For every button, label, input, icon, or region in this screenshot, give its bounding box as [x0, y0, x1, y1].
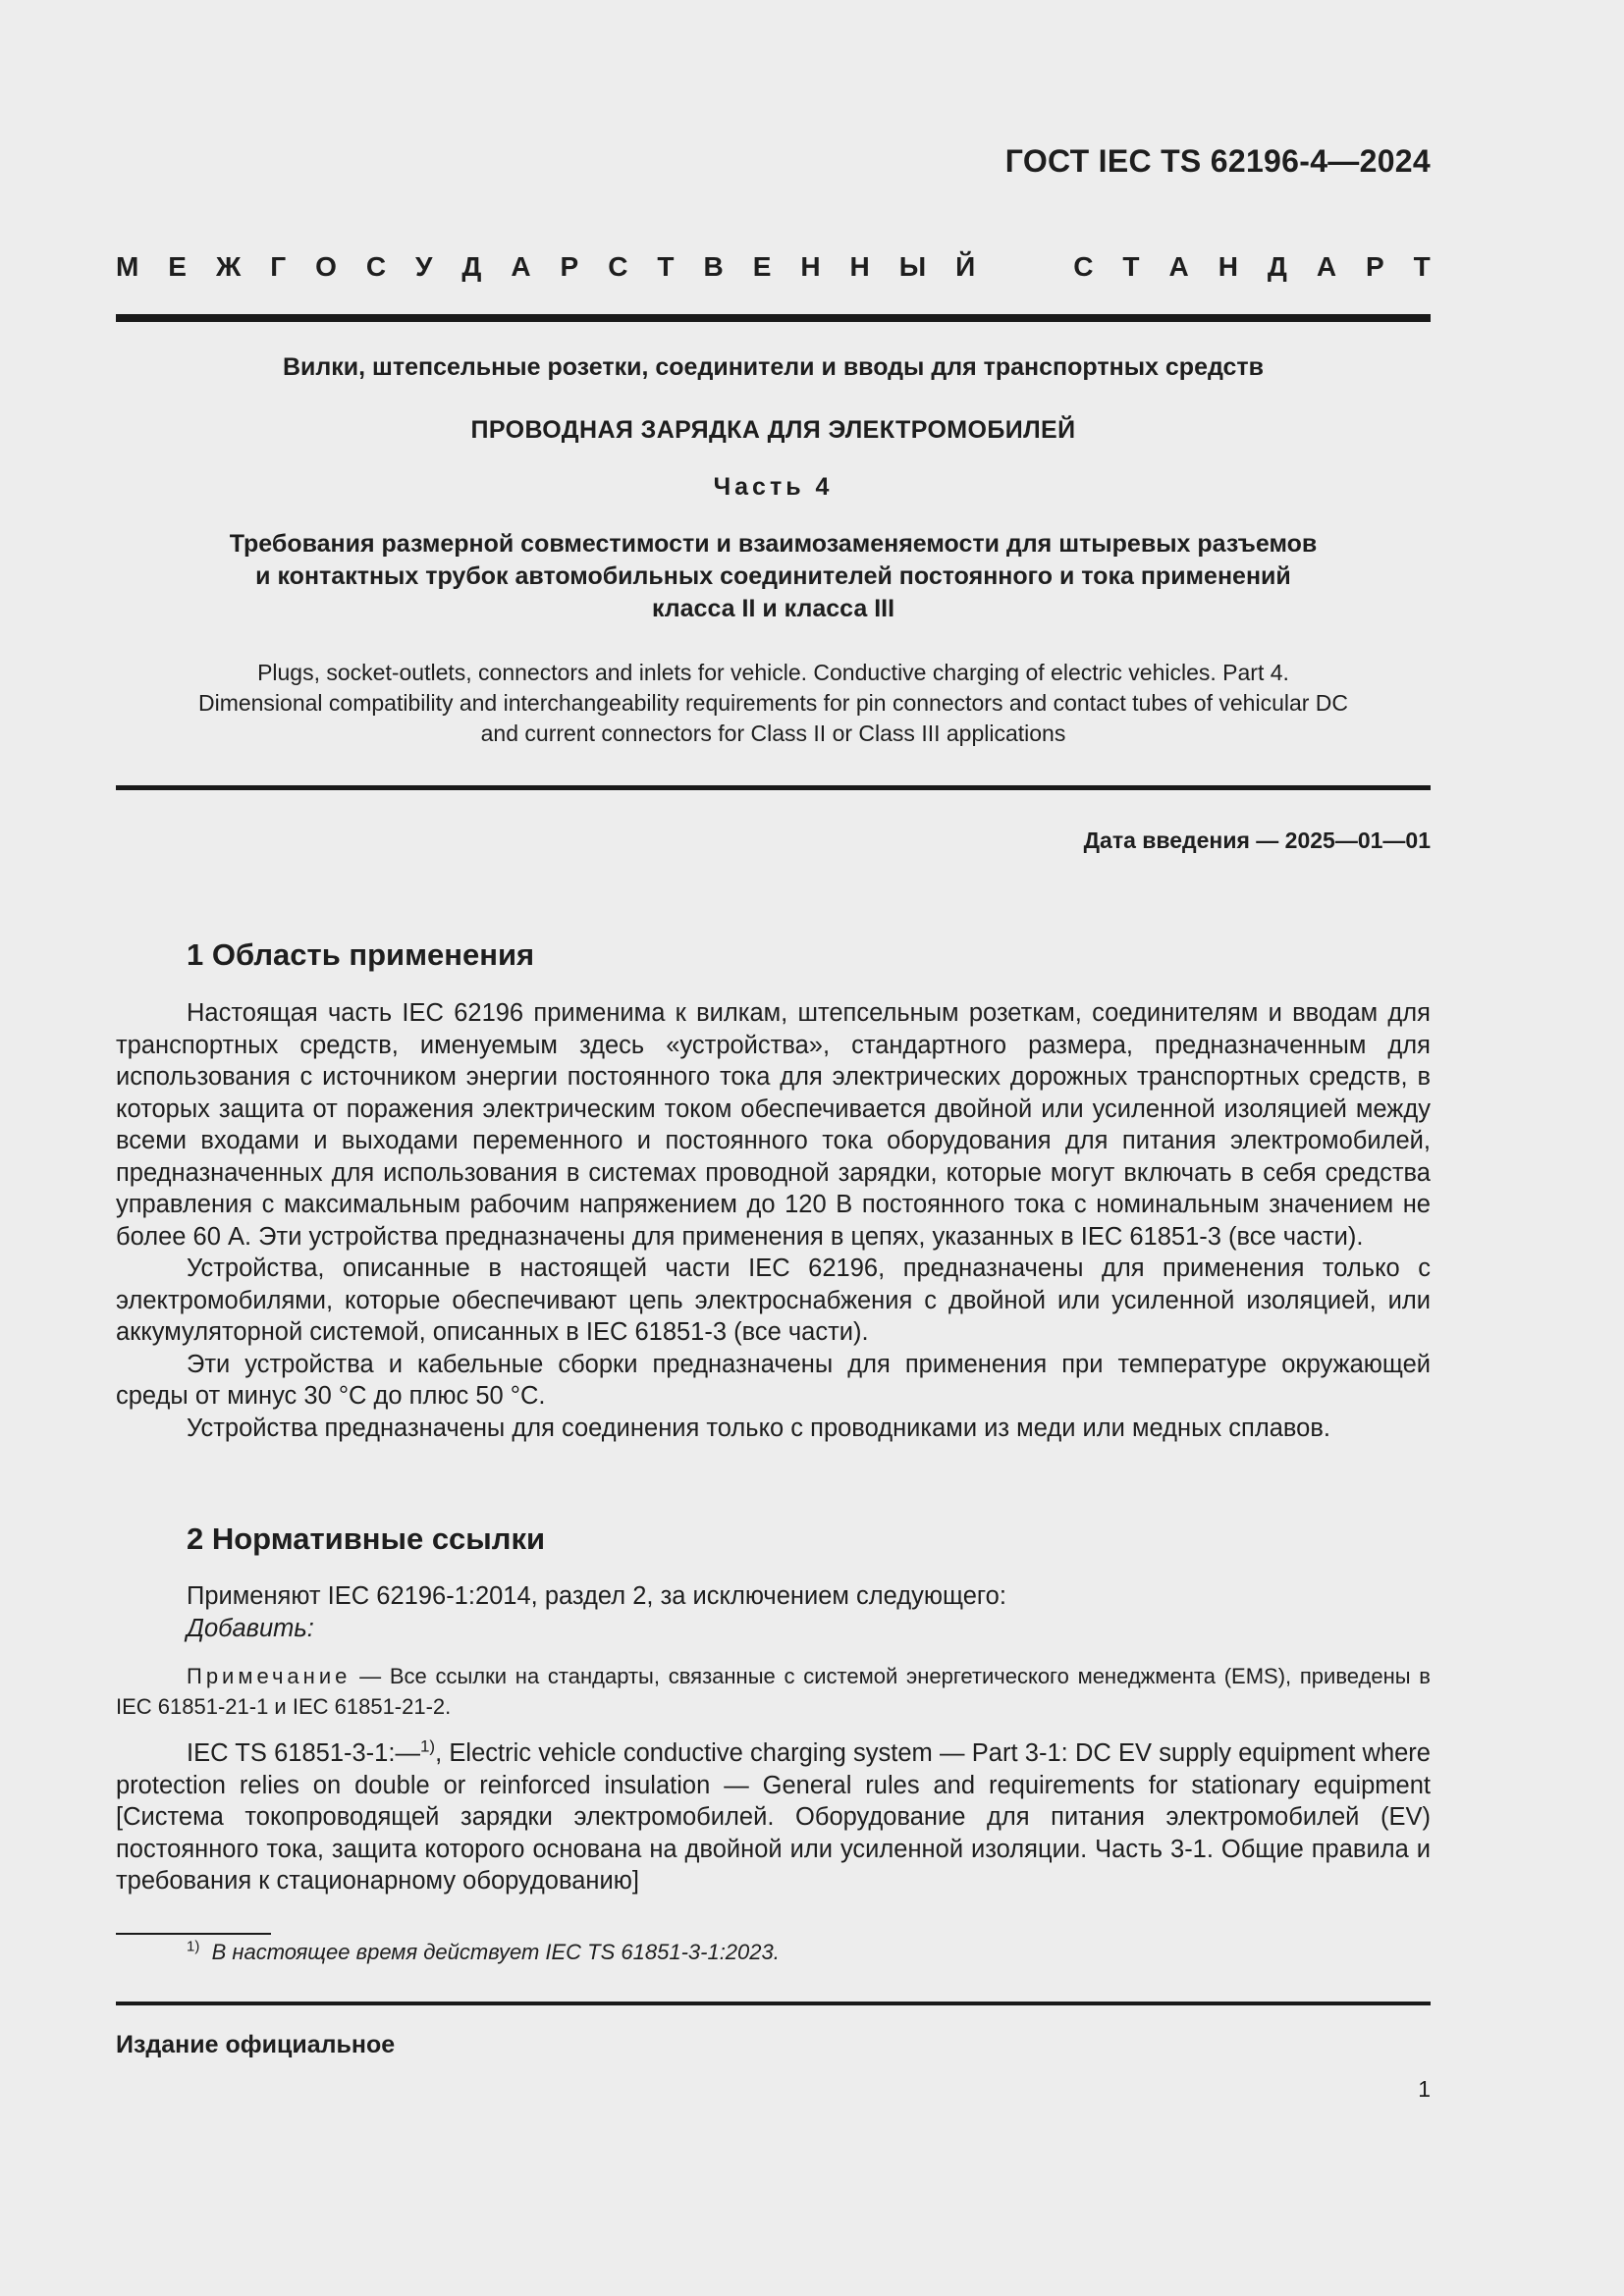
heading-letter: С — [1073, 251, 1094, 282]
heading-letter: А — [1316, 251, 1337, 282]
footnote-rule — [116, 1933, 271, 1935]
section1-body — [116, 997, 1431, 1444]
heading-letter: С — [608, 251, 628, 282]
section2-intro — [116, 1580, 1431, 1644]
footnote-mark: 1) — [187, 1938, 200, 1955]
section1-paragraph: Устройства предназначены для соединения только с проводниками из меди или медных сплавов. — [187, 1414, 1330, 1442]
reference-text: , Electric vehicle conductive charging system — Part 3-1: DC EV supply equipment where protection relies on double or reinforced insulation — General rules and requirements for stationary equipment [Система токопроводящей зарядки электромобилей. Оборудование для питания электромобилей (EV) постоянного тока, защита которого основана на двойной или усиленной изоляции. Часть 3-1. Общие правила и требования к стационарному оборудованию] — [116, 1739, 1431, 1895]
section1-paragraph: Устройства, описанные в настоящей части IEC 62196, предназначены для применения только с электромобилями, которые обеспечивают цепь электроснабжения с двойной или усиленной изоляцией, или аккумуляторной системой, описанных в IEC 61851-3 (все части). — [116, 1255, 1431, 1346]
footnote — [187, 1940, 780, 1965]
english-title-line: Dimensional compatibility and interchangeability requirements for pin connectors and contact tubes of vehicular DC — [197, 690, 1349, 716]
title-line2: ПРОВОДНАЯ ЗАРЯДКА ДЛЯ ЭЛЕКТРОМОБИЛЕЙ — [470, 416, 1076, 444]
document-id: ГОСТ IEC TS 62196-4—2024 — [1004, 143, 1431, 179]
heading-letter: Й — [955, 251, 976, 282]
heading-letter: Е — [752, 251, 772, 282]
part-label: Часть 4 — [713, 473, 834, 501]
top-rule — [116, 314, 1431, 322]
heading-letter: М — [116, 251, 139, 282]
subtitle-line: класса II и класса III — [651, 595, 895, 622]
english-title-line: and current connectors for Class II or Class III applications — [480, 721, 1066, 746]
page-number: 1 — [1418, 2076, 1431, 2102]
heading-letter: А — [511, 251, 531, 282]
note — [116, 1661, 1431, 1722]
section1-paragraph: Настоящая часть IEC 62196 применима к вилкам, штепсельным розеткам, соединителям и вводам для транспортных средств, именуемым здесь «устройства», стандартного размера, предназначенным для использования с источником энергии постоянного тока для электрических дорожных транспортных средств, в которых защита от поражения электрическим током обеспечивается двойной или усиленной изоляцией между всеми входами и выходами переменного и постоянного тока оборудования для питания электромобилей, предназначенных для использования в системах проводной зарядки, которые могут включать в себя средства управления с максимальным рабочим напряжением до 120 В постоянного тока с номинальным значением не более 60 А. Эти устройства предназначены для применения в цепях, указанных в IEC 61851-3 (все части). — [116, 999, 1431, 1251]
heading-letter: О — [315, 251, 337, 282]
footnote-marker: 1) — [419, 1736, 436, 1756]
title-bottom-rule — [116, 785, 1431, 790]
english-title — [116, 658, 1431, 749]
footer-rule — [116, 2002, 1431, 2005]
section1-paragraph: Эти устройства и кабельные сборки предназначены для применения при температуре окружающей среды от минус 30 °С до плюс 50 °С. — [116, 1350, 1431, 1410]
interstate-standard-heading — [116, 251, 1431, 283]
section1-heading: 1 Область применения — [187, 937, 535, 972]
heading-letter: Е — [168, 251, 187, 282]
heading-letter: Т — [1122, 251, 1140, 282]
heading-letter: Д — [1267, 251, 1287, 282]
heading-letter: Т — [657, 251, 675, 282]
heading-letter: Н — [800, 251, 821, 282]
subtitle-line: и контактных трубок автомобильных соединителей постоянного и тока применений — [255, 562, 1291, 590]
heading-letter: Г — [270, 251, 287, 282]
title-line1: Вилки, штепсельные розетки, соединители и вводы для транспортных средств — [282, 353, 1265, 381]
heading-letter: Ы — [898, 251, 927, 282]
word-gap — [1004, 251, 1044, 283]
heading-letter: Н — [1218, 251, 1238, 282]
heading-letter: Ж — [215, 251, 242, 282]
heading-letter: Р — [1366, 251, 1384, 282]
heading-letter: В — [703, 251, 724, 282]
heading-letter: Н — [849, 251, 870, 282]
subtitle — [116, 528, 1431, 625]
edition-label: Издание официальное — [116, 2031, 396, 2058]
note-text: — Все ссылки на стандарты, связанные с системой энергетического менеджмента (EMS), приведены в IEC 61851-21-1 и IEC 61851-21-2. — [116, 1664, 1431, 1719]
section2-heading: 2 Нормативные ссылки — [187, 1522, 546, 1556]
footnote-text: В настоящее время действует IEC TS 61851-3-1:2023. — [211, 1940, 780, 1964]
heading-letter: Д — [461, 251, 482, 282]
applies-text: Применяют IEC 62196-1:2014, раздел 2, за исключением следующего: — [187, 1582, 1006, 1610]
heading-letter: Р — [560, 251, 579, 282]
subtitle-line: Требования размерной совместимости и взаимозаменяемости для штыревых разъемов — [229, 530, 1318, 558]
heading-letter: С — [365, 251, 387, 282]
note-label: Примечание — [187, 1664, 352, 1688]
normative-reference — [116, 1737, 1431, 1897]
add-label: Добавить: — [187, 1614, 314, 1642]
introduction-date: Дата введения — 2025—01—01 — [1083, 828, 1431, 853]
heading-letter: У — [415, 251, 433, 282]
heading-letter: А — [1168, 251, 1189, 282]
english-title-line: Plugs, socket-outlets, connectors and inlets for vehicle. Conductive charging of electric vehicles. Part 4. — [257, 660, 1289, 685]
heading-letter: Т — [1413, 251, 1431, 282]
reference-id: IEC TS 61851-3-1:— — [187, 1739, 420, 1767]
